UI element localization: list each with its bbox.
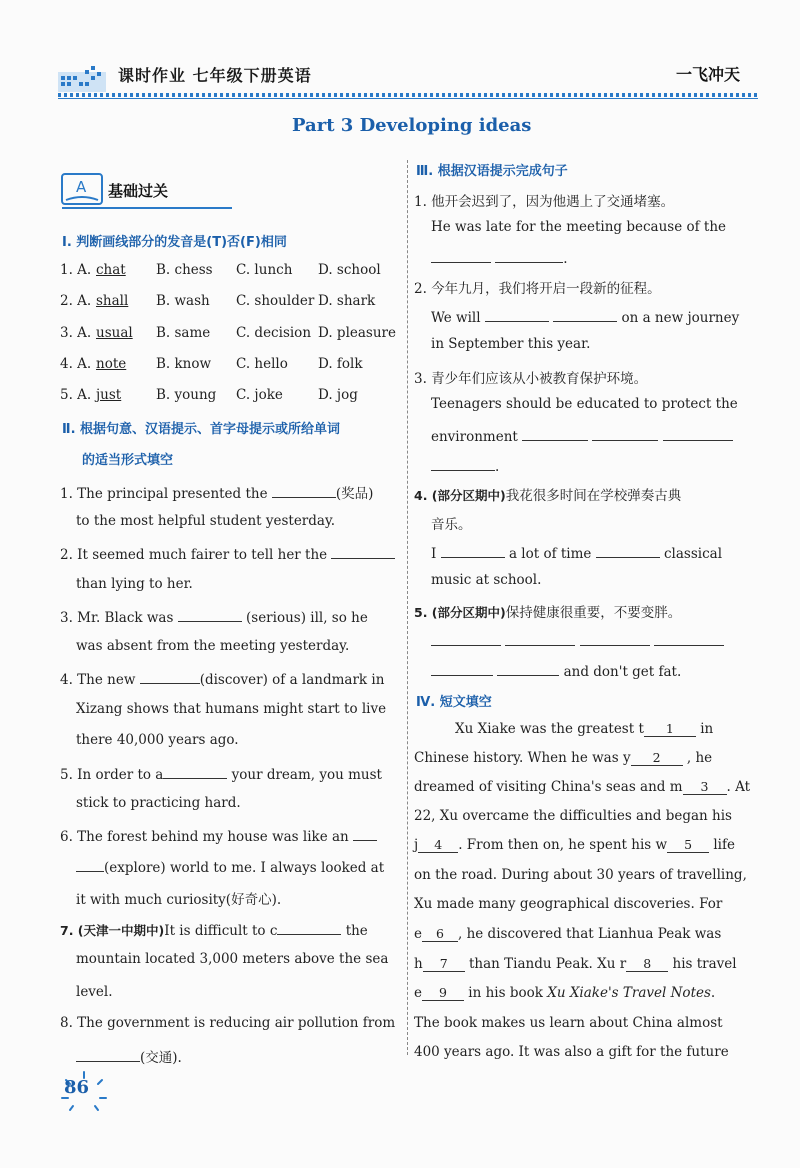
section-2-title-cont: 的适当形式填空 [82, 453, 174, 468]
question-line: than lying to her. [76, 576, 193, 592]
question-line: Teenagers should be educated to protect the [431, 396, 738, 412]
passage-line: j 4 . From then on, he spent his w 5 life [414, 837, 735, 853]
section-2-title: Ⅱ. 根据句意、汉语提示、首字母提示或所给单词 [62, 422, 341, 437]
answer-blank[interactable] [431, 631, 501, 646]
header-brand: 一飞冲天 [676, 65, 741, 84]
question-line: I a lot of time classical [431, 543, 722, 562]
question-line: . [431, 456, 499, 475]
option-b: B. wash [156, 293, 210, 309]
answer-blank[interactable] [663, 426, 733, 441]
question-line: 3. 青少年们应该从小被教育保护环境。 [414, 371, 648, 387]
answer-blank[interactable] [553, 307, 617, 322]
option-b: B. same [156, 325, 211, 341]
question-line: it with much curiosity(好奇心). [76, 892, 282, 908]
answer-blank[interactable] [272, 483, 336, 498]
passage-line: The book makes us learn about China almost [414, 1015, 723, 1031]
option-c: C. decision [236, 325, 312, 341]
column-divider [407, 160, 408, 1055]
answer-blank[interactable] [76, 857, 104, 872]
answer-blank[interactable] [431, 456, 495, 471]
question-line: 8. The government is reducing air pollution from [60, 1015, 396, 1031]
question-line: environment [431, 426, 733, 445]
question-line: stick to practicing hard. [76, 795, 241, 811]
option-d: D. school [318, 262, 381, 278]
header-title: 课时作业 七年级下册英语 [118, 66, 312, 85]
option-d: D. pleasure [318, 325, 396, 341]
question-line: . [431, 248, 568, 267]
question-line: 1. The principal presented the (奖品) [60, 482, 373, 502]
cloze-blank[interactable]: 7 [423, 956, 465, 972]
question-line: level. [76, 984, 113, 1000]
option-a: shall [96, 293, 129, 309]
item-number: 5. A. [60, 387, 92, 403]
question-line: 3. Mr. Black was (serious) ill, so he [60, 607, 368, 626]
question-line: there 40,000 years ago. [76, 732, 239, 748]
answer-blank[interactable] [654, 631, 724, 646]
answer-blank[interactable] [76, 1047, 140, 1062]
item-number: 4. A. [60, 356, 92, 372]
option-b: B. know [156, 356, 212, 372]
option-c: C. joke [236, 387, 283, 403]
answer-blank[interactable] [431, 661, 493, 676]
header-rule-thin [58, 98, 758, 99]
option-a: chat [96, 262, 126, 278]
question-line: (explore) world to me. I always looked at [76, 857, 384, 876]
answer-blank[interactable] [522, 426, 588, 441]
passage-line: on the road. During about 30 years of travelling, [414, 867, 747, 883]
section-4-title: Ⅳ. 短文填空 [416, 695, 492, 710]
page-number: 86 [64, 1077, 90, 1098]
question-line: He was late for the meeting because of the [431, 219, 727, 235]
answer-blank[interactable] [495, 248, 563, 263]
answer-blank[interactable] [505, 631, 575, 646]
answer-blank[interactable] [277, 920, 341, 935]
question-line: in September this year. [431, 336, 591, 352]
answer-blank[interactable] [580, 631, 650, 646]
passage-line: 22, Xu overcame the difficulties and began his [414, 808, 732, 824]
passage-line: h 7 than Tiandu Peak. Xu r 8 his travel [414, 956, 737, 972]
answer-blank[interactable] [441, 543, 505, 558]
question-line: 4. The new (discover) of a landmark in [60, 669, 384, 688]
option-a: usual [96, 325, 133, 341]
section-3-title: Ⅲ. 根据汉语提示完成句子 [416, 164, 568, 179]
question-line: Xizang shows that humans might start to live [76, 701, 387, 717]
cloze-blank[interactable]: 9 [422, 985, 464, 1001]
cloze-blank[interactable]: 4 [418, 837, 458, 853]
question-line: and don't get fat. [431, 661, 681, 680]
badge-underline [62, 207, 232, 209]
question-line: 5. In order to a your dream, you must [60, 764, 382, 783]
question-line: 2. It seemed much fairer to tell her the [60, 544, 395, 563]
header-logo-icon [58, 62, 106, 92]
answer-blank[interactable] [497, 661, 559, 676]
section-1-title: Ⅰ. 判断画线部分的发音是(T)否(F)相同 [62, 235, 287, 250]
question-line: 6. The forest behind my house was like an [60, 826, 377, 845]
badge-text: 基础过关 [108, 182, 169, 200]
question-line: music at school. [431, 572, 542, 588]
question-line: 5. (部分区期中)保持健康很重要，不要变胖。 [414, 605, 682, 621]
answer-blank[interactable] [353, 826, 377, 841]
passage-line: Xu made many geographical discoveries. For [414, 896, 723, 912]
answer-blank[interactable] [592, 426, 658, 441]
question-line: We will on a new journey [431, 307, 739, 326]
cloze-blank[interactable]: 3 [683, 779, 727, 795]
question-line: to the most helpful student yesterday. [76, 513, 336, 529]
question-line: mountain located 3,000 meters above the sea [76, 951, 389, 967]
option-c: C. shoulder [236, 293, 315, 309]
question-line: 7. (天津一中期中)It is difficult to c the [60, 920, 368, 939]
question-line: 4. (部分区期中)我花很多时间在学校弹奏古典 [414, 488, 682, 504]
answer-blank[interactable] [140, 669, 200, 684]
answer-blank[interactable] [596, 543, 660, 558]
item-number: 1. A. [60, 262, 92, 278]
item-number: 2. A. [60, 293, 92, 309]
answer-blank[interactable] [485, 307, 549, 322]
answer-blank[interactable] [431, 248, 491, 263]
option-d: D. folk [318, 356, 363, 372]
question-line: 音乐。 [431, 517, 472, 533]
question-line: 2. 今年九月，我们将开启一段新的征程。 [414, 281, 661, 297]
option-d: D. jog [318, 387, 358, 403]
question-line: (交通). [76, 1046, 182, 1066]
option-a: note [96, 356, 127, 372]
passage-line: Chinese history. When he was y 2 , he [414, 750, 713, 766]
passage-line: e 6 , he discovered that Lianhua Peak was [414, 926, 722, 942]
answer-blank[interactable] [163, 764, 227, 779]
badge-letter: A [76, 178, 87, 196]
option-d: D. shark [318, 293, 376, 309]
question-line: was absent from the meeting yesterday. [76, 638, 350, 654]
answer-blank[interactable] [331, 544, 395, 559]
answer-blank[interactable] [178, 607, 242, 622]
passage-line: e 9 in his book Xu Xiake's Travel Notes. [414, 985, 716, 1001]
header-rule [58, 93, 758, 97]
cloze-blank[interactable]: 5 [667, 837, 709, 853]
item-number: 3. A. [60, 325, 92, 341]
option-a: just [96, 387, 122, 403]
question-line [431, 631, 724, 650]
passage-line: Xu Xiake was the greatest t 1 in [455, 721, 714, 737]
part-title: Part 3 Developing ideas [292, 115, 532, 136]
passage-line: 400 years ago. It was also a gift for the future [414, 1044, 729, 1060]
cloze-blank[interactable]: 2 [631, 750, 683, 766]
option-c: C. hello [236, 356, 288, 372]
option-b: B. young [156, 387, 217, 403]
cloze-blank[interactable]: 6 [422, 926, 458, 942]
question-line: 1. 他开会迟到了，因为他遇上了交通堵塞。 [414, 194, 675, 210]
cloze-blank[interactable]: 1 [644, 721, 696, 737]
option-b: B. chess [156, 262, 213, 278]
cloze-blank[interactable]: 8 [626, 956, 668, 972]
option-c: C. lunch [236, 262, 293, 278]
passage-line: dreamed of visiting China's seas and m 3 . At [414, 779, 751, 795]
